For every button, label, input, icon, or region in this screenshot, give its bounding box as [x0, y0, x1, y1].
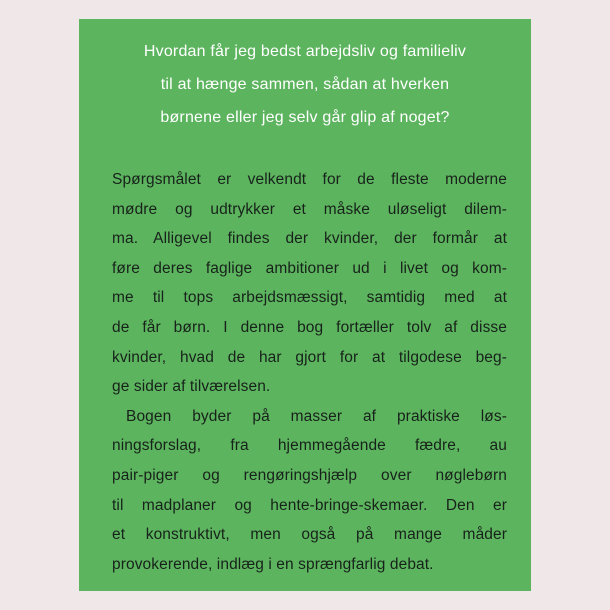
- heading-line: Hvordan får jeg bedst arbejdsliv og familieliv: [143, 43, 467, 60]
- body-line: Bogen byder på masser af praktiske løs-: [126, 407, 507, 425]
- body-line: ge sider af tilværelsen.: [112, 378, 271, 396]
- body-line: mødre og udtrykker et måske uløseligt dilem-: [112, 200, 507, 218]
- body-line: me til tops arbejdsmæssigt, samtidig med at: [112, 289, 507, 307]
- book-back-cover: [79, 19, 531, 591]
- body-line: føre deres faglige ambitioner ud i livet og kom-: [112, 259, 507, 277]
- body-line: provokerende, indlæg i en sprængfarlig debat.: [112, 555, 434, 573]
- cover-heading: [79, 35, 531, 134]
- body-line: til madplaner og hente-bringe-skemaer. Den er: [112, 496, 507, 514]
- body-line: ningsforslag, fra hjemmegående fædre, au: [112, 437, 507, 455]
- paragraph-2: [112, 402, 507, 580]
- body-line: et konstruktivt, men også på mange måder: [112, 526, 507, 544]
- cover-body-text: [112, 165, 507, 579]
- body-line: de får børn. I denne bog fortæller tolv af disse: [112, 318, 507, 336]
- heading-line: til at hænge sammen, sådan at hverken: [160, 76, 450, 93]
- paragraph-1: [112, 165, 507, 402]
- body-line: ma. Alligevel findes der kvinder, der formår at: [112, 230, 507, 248]
- heading-line: børnene eller jeg selv går glip af noget?: [160, 109, 450, 126]
- body-line: pair-piger og rengøringshjælp over nøglebørn: [112, 466, 507, 484]
- body-line: kvinder, hvad de har gjort for at tilgodese beg-: [112, 348, 507, 366]
- body-line: Spørgsmålet er velkendt for de fleste moderne: [112, 171, 507, 188]
